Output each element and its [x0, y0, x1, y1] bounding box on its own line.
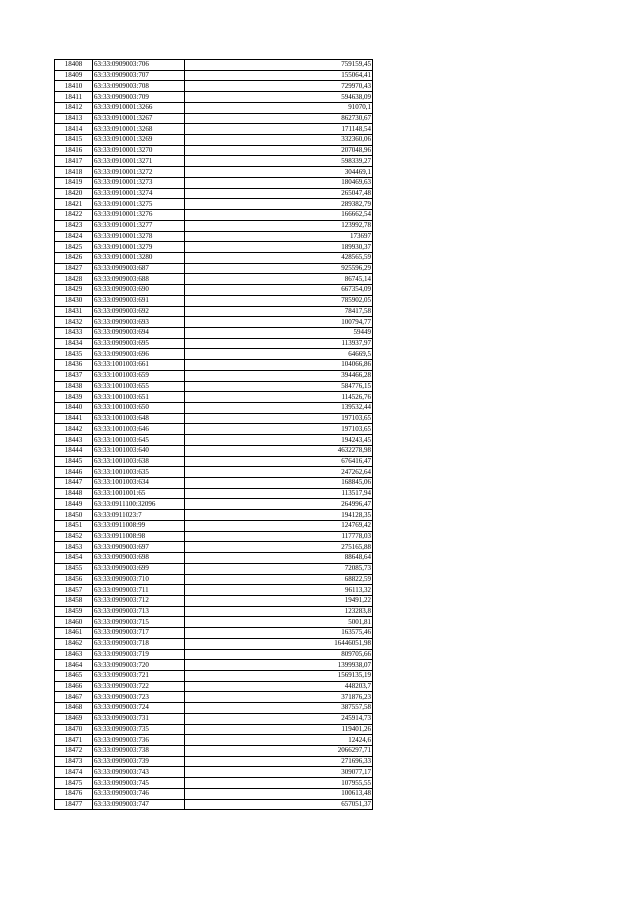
cadastral-value: 180469,63: [185, 177, 373, 188]
table-row: [55, 510, 373, 521]
cadastral-value: 332360,06: [185, 135, 373, 146]
table-row: [55, 403, 373, 414]
cadastral-value: 117778,03: [185, 531, 373, 542]
table-row: [55, 177, 373, 188]
cadastral-number: 63:33:1001001:65: [93, 488, 185, 499]
cadastral-number: 63:33:0909003:735: [93, 724, 185, 735]
row-number: 18424: [55, 231, 93, 242]
table-row: [55, 799, 373, 810]
cadastral-value: 123992,78: [185, 220, 373, 231]
table-row: [55, 778, 373, 789]
row-number: 18463: [55, 649, 93, 660]
cadastral-value: 2066297,71: [185, 746, 373, 757]
row-number: 18418: [55, 167, 93, 178]
cadastral-number: 63:33:0909003:694: [93, 327, 185, 338]
table-row: [55, 210, 373, 221]
cadastral-number: 63:33:0910001:3280: [93, 252, 185, 263]
cadastral-number: 63:33:0909003:731: [93, 713, 185, 724]
table-row: [55, 456, 373, 467]
row-number: 18454: [55, 553, 93, 564]
table-row: [55, 338, 373, 349]
table-row: [55, 670, 373, 681]
row-number: 18476: [55, 788, 93, 799]
row-number: 18474: [55, 767, 93, 778]
table-row: [55, 135, 373, 146]
table-row: [55, 242, 373, 253]
cadastral-value: 667354,09: [185, 285, 373, 296]
cadastral-number: 63:33:0910001:3276: [93, 210, 185, 221]
row-number: 18421: [55, 199, 93, 210]
row-number: 18419: [55, 177, 93, 188]
cadastral-number: 63:33:1001003:640: [93, 445, 185, 456]
cadastral-value: 428565,59: [185, 252, 373, 263]
table-row: [55, 167, 373, 178]
cadastral-number: 63:33:0909003:692: [93, 306, 185, 317]
table-row: [55, 681, 373, 692]
cadastral-number: 63:33:0910001:3278: [93, 231, 185, 242]
cadastral-value: 139532,44: [185, 403, 373, 414]
cadastral-number: 63:33:0909003:723: [93, 692, 185, 703]
row-number: 18452: [55, 531, 93, 542]
cadastral-value: 1399938,07: [185, 660, 373, 671]
cadastral-value: 309077,17: [185, 767, 373, 778]
row-number: 18431: [55, 306, 93, 317]
row-number: 18438: [55, 381, 93, 392]
table-row: [55, 563, 373, 574]
cadastral-number: 63:33:0909003:720: [93, 660, 185, 671]
row-number: 18420: [55, 188, 93, 199]
cadastral-number: 63:33:0910001:3274: [93, 188, 185, 199]
cadastral-number: 63:33:0909003:747: [93, 799, 185, 810]
cadastral-number: 63:33:1001003:651: [93, 392, 185, 403]
table-body: [55, 60, 373, 810]
cadastral-value: 657051,37: [185, 799, 373, 810]
row-number: 18460: [55, 617, 93, 628]
cadastral-number: 63:33:0909003:724: [93, 703, 185, 714]
cadastral-number: 63:33:0909003:718: [93, 638, 185, 649]
row-number: 18428: [55, 274, 93, 285]
table-row: [55, 295, 373, 306]
cadastral-value: 168845,06: [185, 478, 373, 489]
cadastral-number: 63:33:0909003:736: [93, 735, 185, 746]
row-number: 18461: [55, 628, 93, 639]
cadastral-value: 64669,5: [185, 349, 373, 360]
cadastral-value: 96113,32: [185, 585, 373, 596]
row-number: 18433: [55, 327, 93, 338]
table-row: [55, 649, 373, 660]
row-number: 18447: [55, 478, 93, 489]
cadastral-number: 63:33:1001003:646: [93, 424, 185, 435]
cadastral-value: 1569135,19: [185, 670, 373, 681]
cadastral-value: 100613,48: [185, 788, 373, 799]
cadastral-value: 113937,97: [185, 338, 373, 349]
table-row: [55, 746, 373, 757]
table-row: [55, 574, 373, 585]
cadastral-number: 63:33:0909003:715: [93, 617, 185, 628]
cadastral-number: 63:33:0909003:697: [93, 542, 185, 553]
table-row: [55, 274, 373, 285]
table-row: [55, 145, 373, 156]
cadastral-value: 72085,73: [185, 563, 373, 574]
table-row: [55, 520, 373, 531]
table-row: [55, 531, 373, 542]
cadastral-number: 63:33:0909003:709: [93, 92, 185, 103]
cadastral-value: 19491,22: [185, 595, 373, 606]
table-row: [55, 349, 373, 360]
cadastral-value: 113517,94: [185, 488, 373, 499]
table-row: [55, 424, 373, 435]
table-row: [55, 263, 373, 274]
table-row: [55, 188, 373, 199]
row-number: 18477: [55, 799, 93, 810]
row-number: 18458: [55, 595, 93, 606]
cadastral-value: 197103,65: [185, 424, 373, 435]
cadastral-number: 63:33:0909003:719: [93, 649, 185, 660]
table-row: [55, 767, 373, 778]
cadastral-value: 194128,35: [185, 510, 373, 521]
cadastral-value: 598339,27: [185, 156, 373, 167]
row-number: 18430: [55, 295, 93, 306]
cadastral-number: 63:33:0909003:721: [93, 670, 185, 681]
table-row: [55, 488, 373, 499]
cadastral-number: 63:33:0909003:745: [93, 778, 185, 789]
table-row: [55, 60, 373, 71]
row-number: 18434: [55, 338, 93, 349]
cadastral-value: 245914,73: [185, 713, 373, 724]
cadastral-value: 387557,58: [185, 703, 373, 714]
cadastral-value-table: [54, 59, 373, 810]
table-row: [55, 124, 373, 135]
cadastral-value: 264996,47: [185, 499, 373, 510]
cadastral-value: 78417,58: [185, 306, 373, 317]
row-number: 18468: [55, 703, 93, 714]
cadastral-value: 759159,45: [185, 60, 373, 71]
cadastral-value: 189930,37: [185, 242, 373, 253]
table-row: [55, 606, 373, 617]
row-number: 18435: [55, 349, 93, 360]
row-number: 18455: [55, 563, 93, 574]
row-number: 18411: [55, 92, 93, 103]
row-number: 18415: [55, 135, 93, 146]
table-row: [55, 327, 373, 338]
cadastral-value: 4632278,98: [185, 445, 373, 456]
cadastral-number: 63:33:1001003:648: [93, 413, 185, 424]
cadastral-value: 371876,23: [185, 692, 373, 703]
table-row: [55, 638, 373, 649]
cadastral-value: 12424,6: [185, 735, 373, 746]
cadastral-value: 729970,43: [185, 81, 373, 92]
table-row: [55, 724, 373, 735]
cadastral-value: 809705,66: [185, 649, 373, 660]
row-number: 18414: [55, 124, 93, 135]
row-number: 18439: [55, 392, 93, 403]
cadastral-number: 63:33:0909003:707: [93, 70, 185, 81]
row-number: 18443: [55, 435, 93, 446]
cadastral-value: 247262,64: [185, 467, 373, 478]
cadastral-value: 194243,45: [185, 435, 373, 446]
table-row: [55, 735, 373, 746]
cadastral-number: 63:33:0909003:722: [93, 681, 185, 692]
cadastral-number: 63:33:0911008:99: [93, 520, 185, 531]
row-number: 18448: [55, 488, 93, 499]
cadastral-number: 63:33:0910001:3277: [93, 220, 185, 231]
cadastral-value: 173697: [185, 231, 373, 242]
cadastral-number: 63:33:0910001:3269: [93, 135, 185, 146]
table-row: [55, 692, 373, 703]
cadastral-number: 63:33:0909003:698: [93, 553, 185, 564]
table-row: [55, 220, 373, 231]
table-row: [55, 595, 373, 606]
cadastral-number: 63:33:1001003:661: [93, 360, 185, 371]
cadastral-number: 63:33:0909003:711: [93, 585, 185, 596]
cadastral-number: 63:33:0909003:687: [93, 263, 185, 274]
cadastral-number: 63:33:0910001:3271: [93, 156, 185, 167]
row-number: 18423: [55, 220, 93, 231]
table-row: [55, 713, 373, 724]
row-number: 18410: [55, 81, 93, 92]
cadastral-number: 63:33:0909003:699: [93, 563, 185, 574]
row-number: 18408: [55, 60, 93, 71]
row-number: 18409: [55, 70, 93, 81]
table-row: [55, 102, 373, 113]
cadastral-value: 271696,33: [185, 756, 373, 767]
table-row: [55, 285, 373, 296]
table-row: [55, 92, 373, 103]
cadastral-value: 166662,54: [185, 210, 373, 221]
row-number: 18462: [55, 638, 93, 649]
row-number: 18442: [55, 424, 93, 435]
cadastral-number: 63:33:0910001:3279: [93, 242, 185, 253]
table-row: [55, 199, 373, 210]
row-number: 18444: [55, 445, 93, 456]
row-number: 18472: [55, 746, 93, 757]
row-number: 18469: [55, 713, 93, 724]
table-row: [55, 467, 373, 478]
cadastral-value: 785902,05: [185, 295, 373, 306]
row-number: 18446: [55, 467, 93, 478]
cadastral-number: 63:33:0909003:690: [93, 285, 185, 296]
row-number: 18422: [55, 210, 93, 221]
row-number: 18427: [55, 263, 93, 274]
row-number: 18425: [55, 242, 93, 253]
cadastral-number: 63:33:0910001:3273: [93, 177, 185, 188]
cadastral-number: 63:33:0909003:712: [93, 595, 185, 606]
row-number: 18473: [55, 756, 93, 767]
cadastral-value: 91070,1: [185, 102, 373, 113]
cadastral-value: 394466,28: [185, 370, 373, 381]
row-number: 18445: [55, 456, 93, 467]
row-number: 18432: [55, 317, 93, 328]
table-row: [55, 585, 373, 596]
table-row: [55, 231, 373, 242]
cadastral-value: 676416,47: [185, 456, 373, 467]
row-number: 18464: [55, 660, 93, 671]
table-row: [55, 628, 373, 639]
table-row: [55, 445, 373, 456]
cadastral-number: 63:33:1001003:635: [93, 467, 185, 478]
cadastral-number: 63:33:0909003:695: [93, 338, 185, 349]
table-row: [55, 435, 373, 446]
row-number: 18466: [55, 681, 93, 692]
cadastral-value: 207048,96: [185, 145, 373, 156]
cadastral-number: 63:33:0911100:32096: [93, 499, 185, 510]
row-number: 18465: [55, 670, 93, 681]
table-row: [55, 113, 373, 124]
cadastral-number: 63:33:0909003:738: [93, 746, 185, 757]
row-number: 18475: [55, 778, 93, 789]
row-number: 18457: [55, 585, 93, 596]
table-row: [55, 381, 373, 392]
cadastral-value: 304469,1: [185, 167, 373, 178]
cadastral-number: 63:33:0910001:3268: [93, 124, 185, 135]
row-number: 18456: [55, 574, 93, 585]
table-row: [55, 553, 373, 564]
row-number: 18440: [55, 403, 93, 414]
cadastral-number: 63:33:0911008:98: [93, 531, 185, 542]
cadastral-number: 63:33:0909003:691: [93, 295, 185, 306]
cadastral-value: 163575,46: [185, 628, 373, 639]
cadastral-value: 124769,42: [185, 520, 373, 531]
table-row: [55, 317, 373, 328]
row-number: 18437: [55, 370, 93, 381]
table-row: [55, 70, 373, 81]
row-number: 18413: [55, 113, 93, 124]
row-number: 18441: [55, 413, 93, 424]
cadastral-number: 63:33:0909003:717: [93, 628, 185, 639]
cadastral-value: 171148,54: [185, 124, 373, 135]
cadastral-value: 594638,09: [185, 92, 373, 103]
cadastral-number: 63:33:0909003:688: [93, 274, 185, 285]
table-row: [55, 306, 373, 317]
table-row: [55, 252, 373, 263]
row-number: 18416: [55, 145, 93, 156]
table-row: [55, 392, 373, 403]
cadastral-number: 63:33:1001003:638: [93, 456, 185, 467]
row-number: 18459: [55, 606, 93, 617]
table-row: [55, 542, 373, 553]
cadastral-value: 114526,76: [185, 392, 373, 403]
row-number: 18426: [55, 252, 93, 263]
cadastral-value: 68822,59: [185, 574, 373, 585]
cadastral-value: 275165,88: [185, 542, 373, 553]
row-number: 18450: [55, 510, 93, 521]
table-row: [55, 156, 373, 167]
cadastral-value: 155064,41: [185, 70, 373, 81]
row-number: 18467: [55, 692, 93, 703]
cadastral-number: 63:33:1001003:645: [93, 435, 185, 446]
cadastral-number: 63:33:0910001:3266: [93, 102, 185, 113]
cadastral-value: 197103,65: [185, 413, 373, 424]
cadastral-number: 63:33:0909003:706: [93, 60, 185, 71]
row-number: 18429: [55, 285, 93, 296]
cadastral-number: 63:33:0909003:713: [93, 606, 185, 617]
cadastral-number: 63:33:1001003:655: [93, 381, 185, 392]
cadastral-value: 59449: [185, 327, 373, 338]
row-number: 18436: [55, 360, 93, 371]
cadastral-value: 5001,81: [185, 617, 373, 628]
table-row: [55, 499, 373, 510]
table-row: [55, 360, 373, 371]
row-number: 18451: [55, 520, 93, 531]
cadastral-value: 448203,7: [185, 681, 373, 692]
table-row: [55, 703, 373, 714]
cadastral-value: 107955,55: [185, 778, 373, 789]
row-number: 18471: [55, 735, 93, 746]
cadastral-number: 63:33:0909003:743: [93, 767, 185, 778]
cadastral-value: 584776,15: [185, 381, 373, 392]
cadastral-number: 63:33:0910001:3267: [93, 113, 185, 124]
cadastral-number: 63:33:0909003:696: [93, 349, 185, 360]
cadastral-number: 63:33:0909003:693: [93, 317, 185, 328]
cadastral-number: 63:33:0910001:3272: [93, 167, 185, 178]
cadastral-number: 63:33:0909003:739: [93, 756, 185, 767]
cadastral-value: 925596,29: [185, 263, 373, 274]
table-row: [55, 617, 373, 628]
table-row: [55, 660, 373, 671]
cadastral-number: 63:33:0909003:708: [93, 81, 185, 92]
cadastral-value: 16446051,98: [185, 638, 373, 649]
row-number: 18417: [55, 156, 93, 167]
row-number: 18449: [55, 499, 93, 510]
table-row: [55, 788, 373, 799]
cadastral-value: 862730,67: [185, 113, 373, 124]
row-number: 18412: [55, 102, 93, 113]
cadastral-number: 63:33:1001003:650: [93, 403, 185, 414]
cadastral-value: 119401,26: [185, 724, 373, 735]
table-row: [55, 81, 373, 92]
row-number: 18470: [55, 724, 93, 735]
cadastral-number: 63:33:0911023:7: [93, 510, 185, 521]
cadastral-number: 63:33:1001003:634: [93, 478, 185, 489]
cadastral-value: 86745,14: [185, 274, 373, 285]
cadastral-number: 63:33:0910001:3275: [93, 199, 185, 210]
cadastral-value: 265047,48: [185, 188, 373, 199]
cadastral-value: 123283,8: [185, 606, 373, 617]
cadastral-number: 63:33:0910001:3270: [93, 145, 185, 156]
cadastral-value: 100794,77: [185, 317, 373, 328]
row-number: 18453: [55, 542, 93, 553]
cadastral-value: 88648,64: [185, 553, 373, 564]
cadastral-number: 63:33:1001003:659: [93, 370, 185, 381]
cadastral-value: 104066,86: [185, 360, 373, 371]
cadastral-value: 289382,79: [185, 199, 373, 210]
cadastral-number: 63:33:0909003:746: [93, 788, 185, 799]
table-row: [55, 478, 373, 489]
table-row: [55, 756, 373, 767]
table-row: [55, 370, 373, 381]
table-row: [55, 413, 373, 424]
cadastral-number: 63:33:0909003:710: [93, 574, 185, 585]
